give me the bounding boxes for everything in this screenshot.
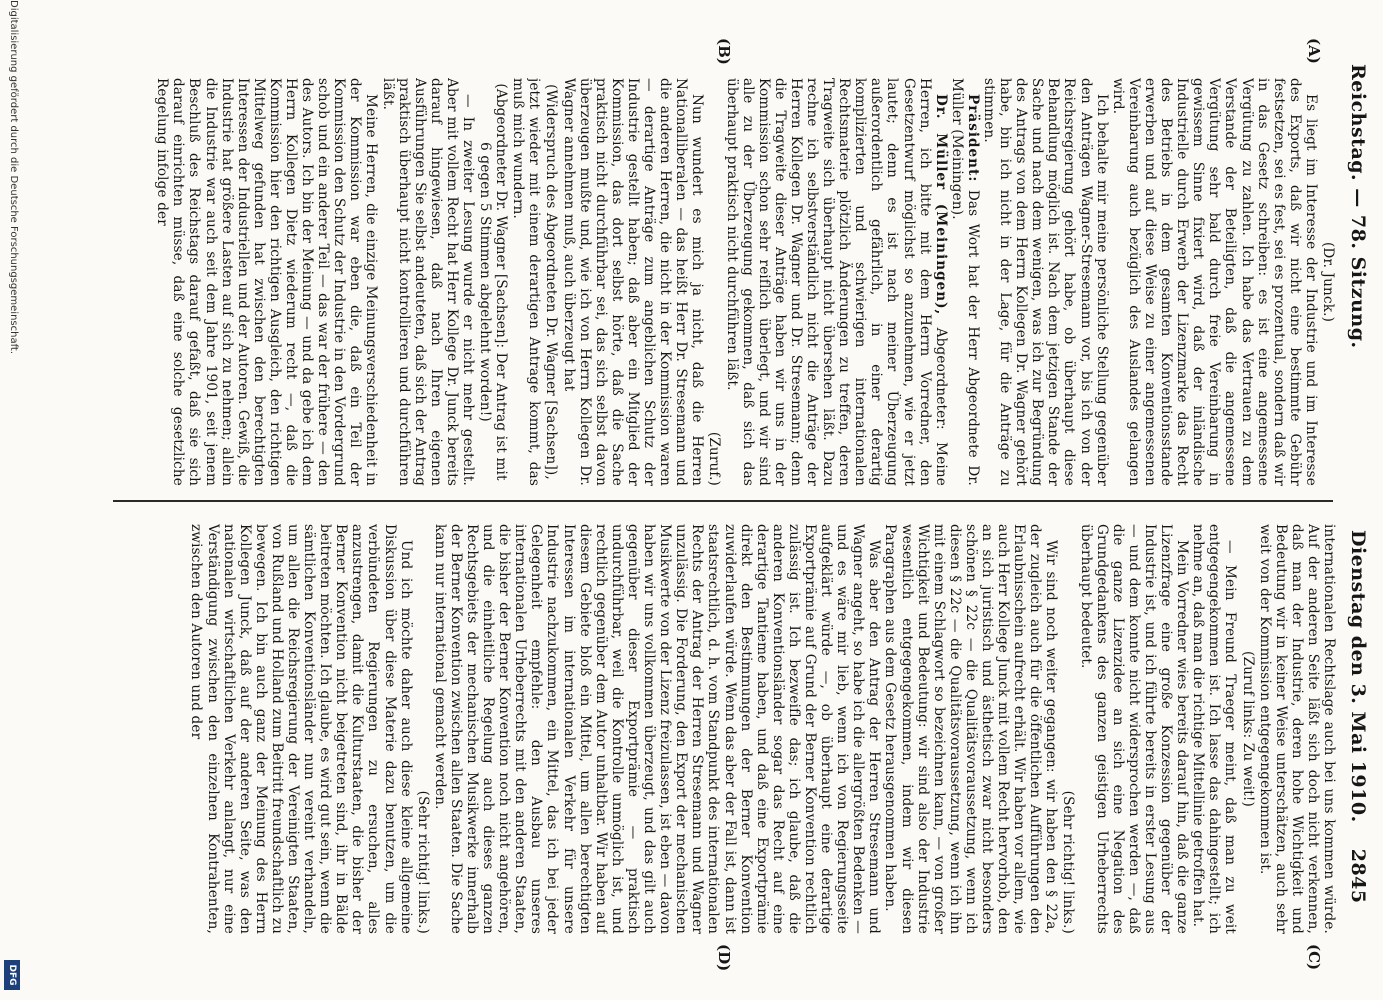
paragraph: Nun wundert es mich ja nicht, daß die Herren Nationalliberalen — das heißt Herr Dr. Stresemann und die anderen Herren, die nicht in der Kommission waren — derartige Anträge zum angeblichen Schutz der Industrie gestellt haben; daß aber ein Mitglied der Kommission, das dort selbst hörte, daß die Sache praktisch nicht durchführbar sei, das sich selbst davon überzeugen mußte und, wie ich von Herrn Kollegen Dr. Wagner annehmen muß, auch überzeugt hat — [560, 78, 706, 486]
paragraph: — Mein Freund Traeger meint, daß man zu weit entgegengekommen ist. Ich lasse das dahingestellt; ich nehme an, daß man die richtige Mittellinie getroffen hat. — [1190, 524, 1239, 934]
paragraph: Meine Herren, die einzige Meinungsverschiedenheit in der Kommission war eben die, daß ein Teil der Kommission den Schutz der Industrie in den Vordergrund schob und ein anderer Teil — das war der frühere — den des Autors. Ich bin der Meinung — und da gebe ich dem Herrn Kollegen Dietz wiederum recht —, daß die Kommission hier den richtigen Ausgleich, den richtigen Mittelweg gefunden hat zwischen den berechtigten Interessen der Industriellen und der Autoren. Gewiß, die Industrie hat größere Lasten auf sich zu nehmen; allein die Industrie war auch seit dem Jahre 1901, seit jenem Beschluß des Reichstags darauf gefaßt, daß sie sich darauf einrichten müsse, daß eine solche gesetzliche Regelung infolge der — [154, 78, 380, 486]
interjection: (Sehr richtig! links.) — [1060, 790, 1077, 934]
page-header-right — [1347, 530, 1369, 904]
header-title-right: Dienstag den 3. Mai 1910. — [1347, 530, 1369, 823]
interjection: (Abgeordneter Dr. Wagner [Sachsen]: Der Antrag ist mit 6 gegen 5 Stimmen abgelehnt worden!) — [477, 83, 510, 481]
paragraph — [949, 78, 981, 486]
paragraph: Wir sind noch weiter gegangen: wir haben den § 22a, der zugleich auch für die öffentlichen Aufführungen den Erlaubnisschein aufrecht erhält. Wir haben vor allem, wie auch Herr Kollege Junck mit vollem Recht hervorhob, den an sich juristisch und ästhetisch zwar nicht besonders schönen § 22c — die Qualitätsvoraussetzung, wenn ich diesen § 22c — die Qualitätsvoraussetzung, wenn ich ihn mit einem Schlagwort so bezeichnen kann, — von großer Wichtigkeit und Bedeutung: wir sind also der Industrie wesentlich entgegengekommen, indem wir diesen Paragraphen aus dem Gesetz herausgenommen haben. — [882, 524, 1060, 934]
margin-marker-a: (A) — [1305, 38, 1323, 64]
speaker-name: Dr. Müller (Meiningen), — [932, 94, 949, 316]
paragraph: Und ich möchte daher auch diese kleine allgemeine Diskussion über diese Materie dazu benutzen, um die verbündeten Regierungen zu ersuchen, alles anzustrengen, damit die Kulturstaaten, die bisher der Berner Konvention nicht beigetreten sind, ihr in Bälde beitreten möchten. Ich glaube, es wird gut sein, wenn die sämtlichen Konventionsländer nun vereint verhandeln, um allen die Reichsregierung der Vereinigten Staaten, von Rußland und Holland zum Beitritt freundschaftlich zu bewegen. Ich bin auch ganz der Meinung des Herrn Kollegen Junck, daß auf der anderen Seite, was den nationalen wirtschaftlichen Verkehr anlangt, nur eine Verständigung zwischen den einzelnen Kontrahenten, zwischen den Autoren und der — [188, 524, 414, 934]
paragraph-text: Das Wort hat der Herr Abgeordnete Dr. Müller (Meiningen). — [948, 78, 981, 486]
interjection: (Widerspruch des Abgeordneten Dr. Wagner [Sachsen]), — [543, 84, 560, 480]
column-divider — [113, 500, 1333, 502]
margin-marker-d: (D) — [715, 944, 733, 972]
speaker-name: Präsident: — [964, 94, 981, 183]
page-header-left — [1347, 64, 1369, 349]
paragraph: internationalen Rechtslage auch bei uns kommen würde. Auf der anderen Seite läßt sich doch nicht verkennen, daß man der Industrie, deren hohe Wichtigkeit und Bedeutung wir in keiner Weise unterschätzen, auch sehr weit von der Kommission entgegengekommen ist. — [1256, 524, 1337, 934]
paragraph: Was aber den Antrag der Herren Stresemann und Wagner angeht, so habe ich die allergrößten Bedenken — und es wäre mir lieb, wenn ich von Regierungsseite aufgeklärt würde —, ob überhaupt eine derartige Exportprämie auf Grund der Berner Konvention rechtlich zulässig ist. Ich bezweifle das; ich glaube, daß die anderen Konventionsländer sogar das Recht auf eine derartige Tantieme haben, und daß eine Exportprämie direkt den Bestimmungen der Berner Konvention zuwiderlaufen würde. Wenn das aber der Fall ist, dann ist staatsrechtlich, d. h. vom Standpunkt des internationalen Rechts der Antrag der Herren Stresemann und Wagner unzulässig. Die Forderung, den Export der mechanischen Musikwerte von der Lizenz freizulassen, ist eben — davon haben wir uns vollkommen überzeugt, und das gilt auch gegenüber dieser Exportprämie — praktisch undurchführbar, weil die Kontrolle unmöglich ist, und rechtlich gegenüber dem Autor unhaltbar. Wir haben auf diesem Gebiete bloß ein Mittel, um allen berechtigten Interessen im internationalen Verkehr für unsere Industrie nachzukommen, ein Mittel, das ich bei jeder Gelegenheit empfehle: den Ausbau unseres internationalen Urheberrechts mit den anderen Staaten, die bisher der Berner Konvention noch nicht angehören, und die einheitliche Regelung auch dieses ganzen Rechtsgebiets der mechanischen Musikwerke innerhalb der Berner Konvention zwischen allen Staaten. Die Sache kann nur international gemacht werden. — [431, 524, 883, 934]
interjection: (Zuruf.) — [706, 431, 723, 486]
page-number: 2845 — [1347, 848, 1369, 904]
speaker-tag: (Dr. Junck.) — [1320, 241, 1336, 323]
paragraph: jetzt wieder mit einem derartigen Antrage kommt, das muß mich wundern. — [510, 78, 543, 486]
dfg-logo: DFG — [4, 960, 20, 990]
digitization-credit: Digitalisierung gefördert durch die Deutsche Forschungsgemeinschaft. — [8, 0, 19, 355]
paragraph: Es liegt im Interesse der Industrie und im Interesse des Exports, daß wir nicht eine bestimmte Gebühr festsetzen, sei es fest, sei es prozentual, sondern daß wir in das Gesetz schreiben: es ist eine angemessene Vergütung zu zahlen. Ich habe das Vertrauen zu dem Verstande der Beteiligten, daß die angemessene Vergütung sehr bald durch freie Vereinbarung in gewissem Sinne fixiert wird, daß der inländische Industrielle durch Erwerb der Lizenzmarke das Recht des Betriebs in dem gesamten Konventionsstande erwerben und auf diese Weise zu einer angemessenen Vereinbarung auch bezüglich des Auslandes gelangen wird. — [1109, 78, 1319, 486]
margin-marker-c: (C) — [1305, 944, 1323, 971]
paragraph: Ich behalte mir meine persönliche Stellung gegenüber den Anträgen Wagner-Stresemann vor, bis ich von der Reichsregierung gehört habe, ob überhaupt diese Behandlung möglich ist. Nach dem jetzigen Stande der Sache und nach dem wenigen, was ich zur Begründung des Antrags von dem Herrn Kollegen Dr. Wagner gehört habe, bin ich nicht in der Lage, für die Anträge zu stimmen. — [981, 78, 1110, 486]
interjection: (Zuruf links: Zu weit!) — [1239, 651, 1256, 807]
margin-marker-b: (B) — [715, 38, 733, 65]
paragraph: — In zweiter Lesung wurde er nicht mehr gestellt. Aber mit vollem Recht hat Herr Kollege Dr. Junck bereits darauf hingewiesen, daß nach Ihren eigenen Ausführungen Sie selbst andeuteten, daß sich der Antrag praktisch überhaupt nicht kontrollieren und durchführen läßt. — [379, 78, 477, 486]
header-title-left: Reichstag. — 78. Sitzung. — [1347, 64, 1369, 349]
right-column — [105, 524, 1337, 934]
paragraph — [723, 78, 948, 486]
paragraph-text: Abgeordneter: Meine Herren, ich bitte mit dem Herrn Vorredner, den Gesetzentwurf möglichst so anzunehmen, wie er jetzt lautet; denn es ist nach meiner Überzeugung außerordentlich gefährlich, in einer derartig komplizierten und schwierigen internationalen Rechtsmaterie plötzlich Änderungen zu treffen, deren Tragweite sich überhaupt nicht übersehen läßt. Dazu rechne ich selbstverständlich nicht die Anträge der Herren Kollegen Dr. Wagner und Dr. Stresemann; denn die Tragweite dieser Anträge haben wir uns in der Kommission schon sehr reiflich überlegt, und wir sind alle zu der Überzeugung gekommen, daß sich das überhaupt praktisch nicht durchführen läßt. — [723, 78, 949, 486]
paragraph: Mein Vorredner wies bereits darauf hin, daß die ganze Lizenzfrage eine große Konzession gegenüber der Industrie ist, und ich führte bereits in erster Lesung aus — und dem konnte nicht widersprochen werden —, daß die ganze Lizenzidee an sich eine Negation des Grundgedankens des ganzen geistigen Urheberrechts überhaupt bedeutet. — [1077, 524, 1191, 934]
left-column — [105, 78, 1337, 486]
interjection: (Sehr richtig! links.) — [414, 790, 431, 934]
